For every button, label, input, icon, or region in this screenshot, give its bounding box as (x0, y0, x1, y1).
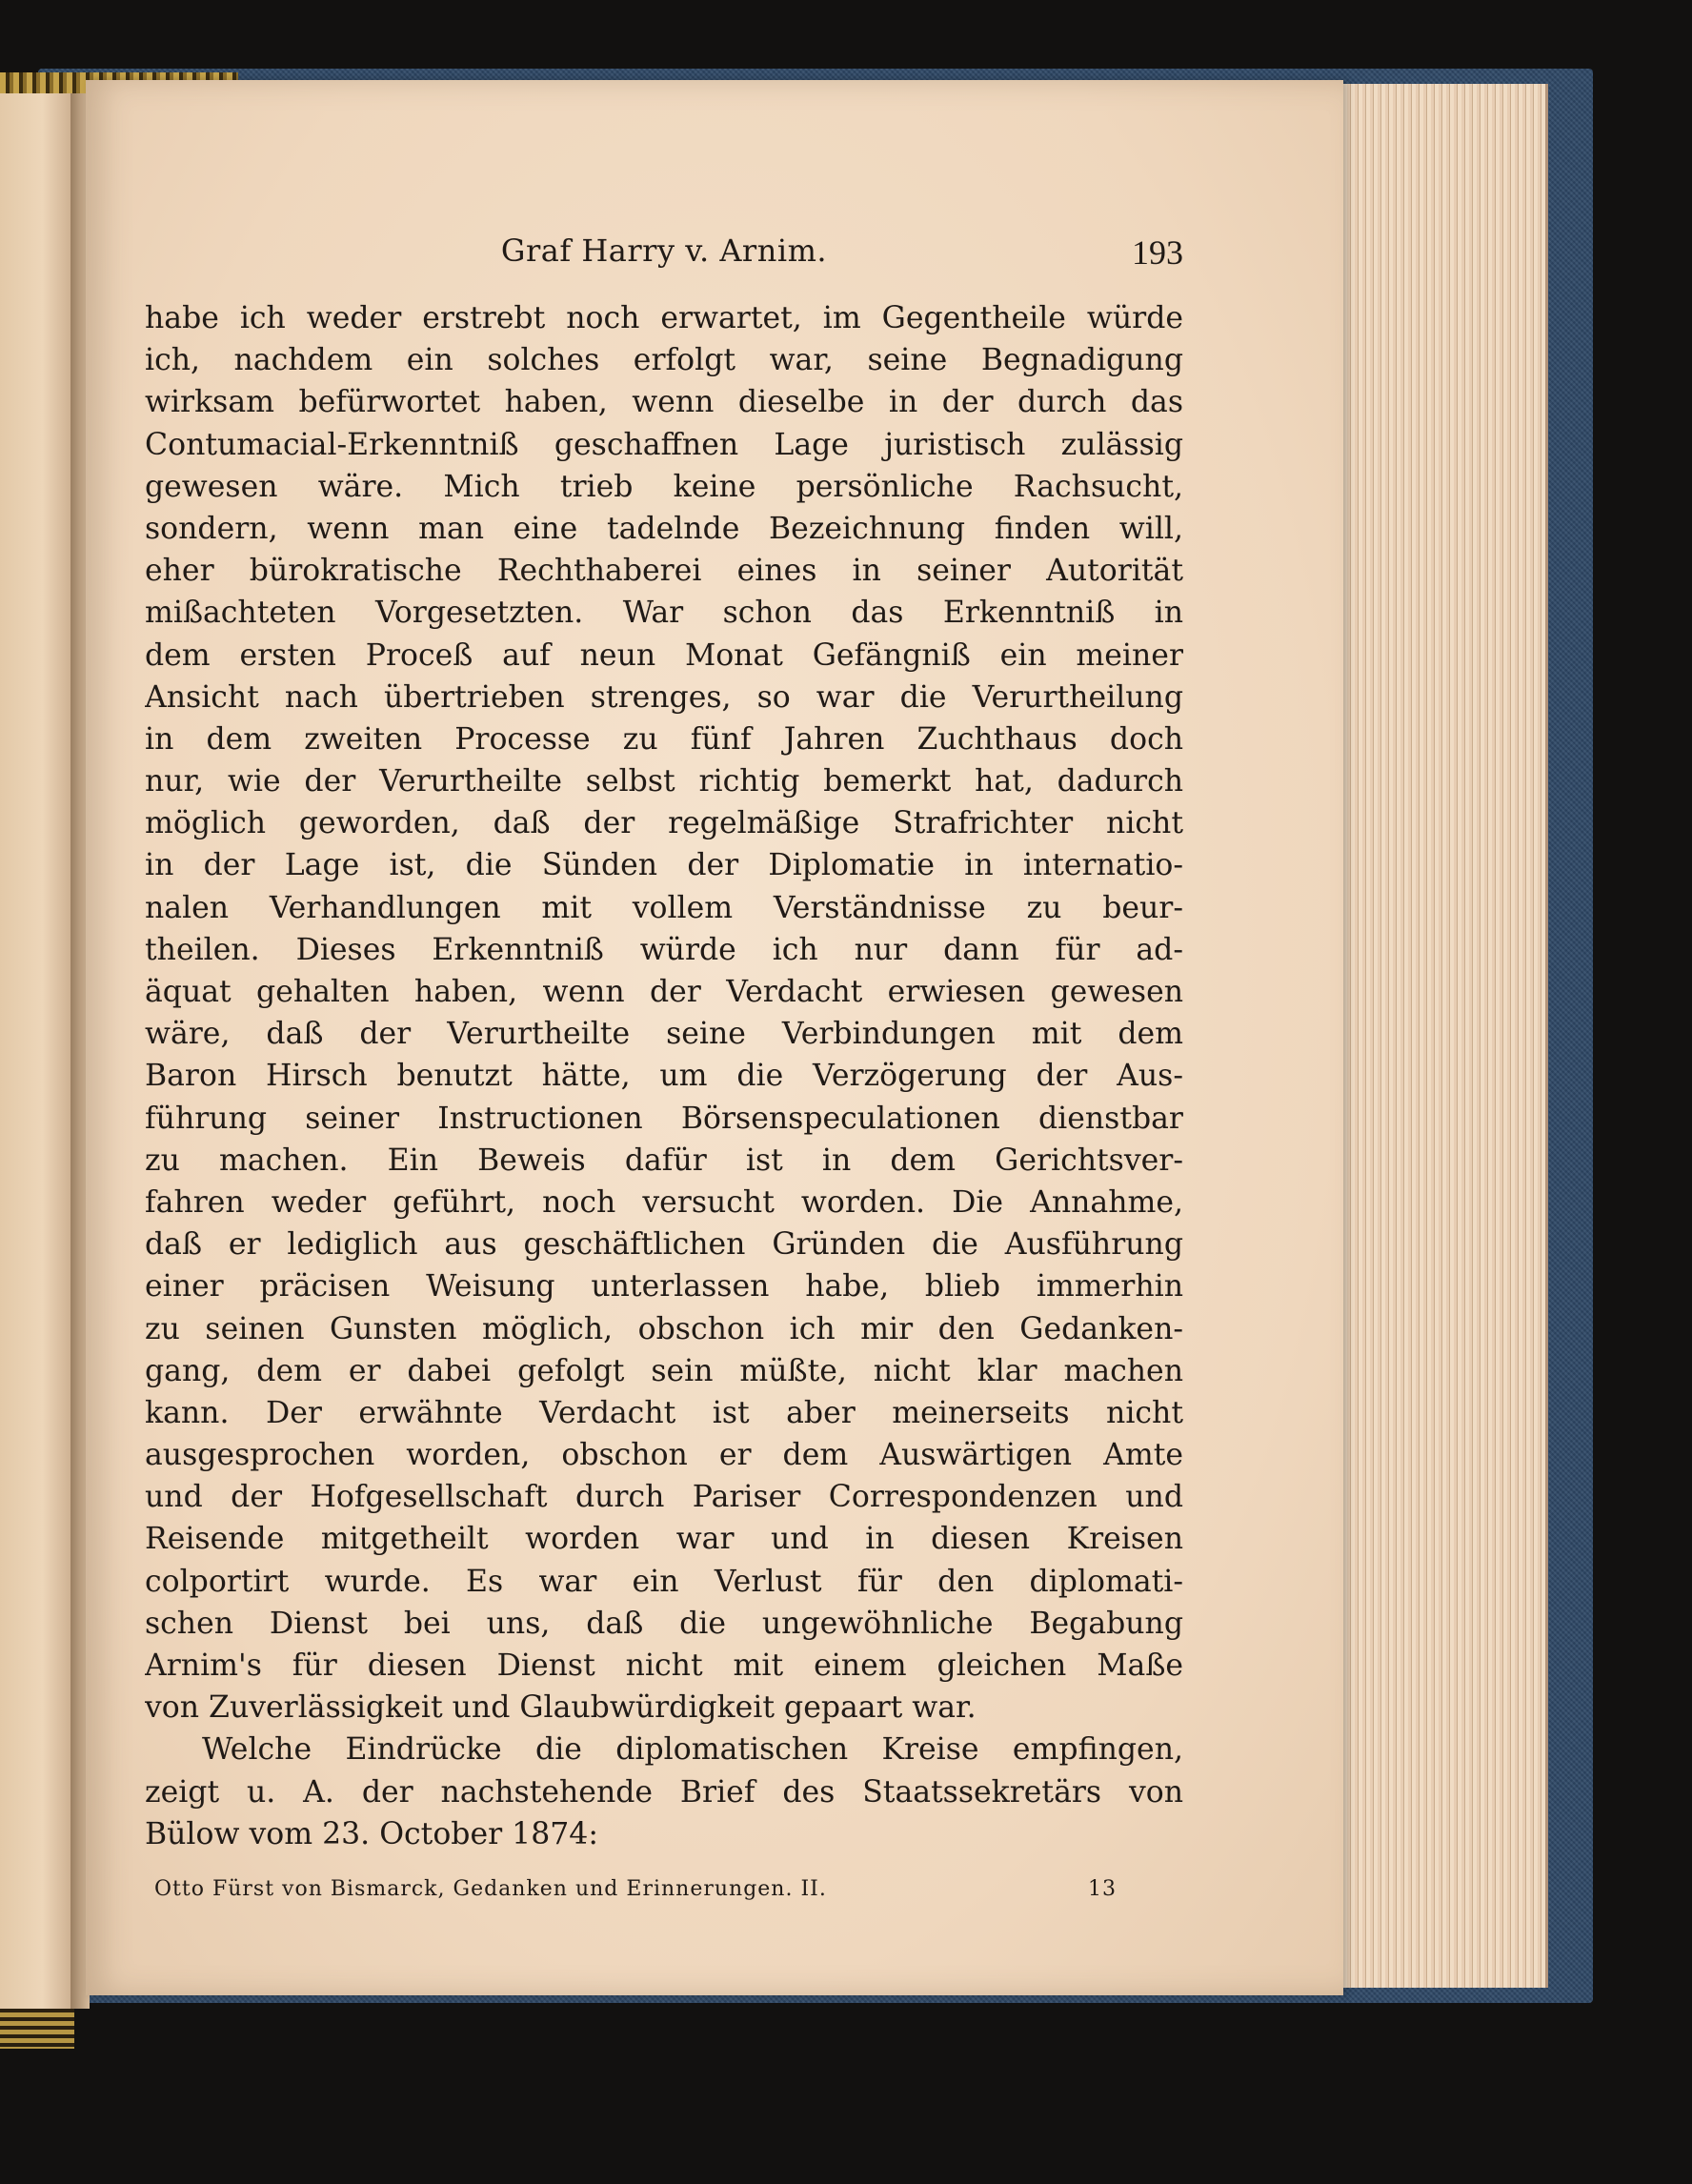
text-line: ich, nachdem ein solches erfolgt war, seine Begnadigung (145, 343, 1183, 378)
text-line: sondern, wenn man eine tadelnde Bezeichnung finden will, (145, 511, 1183, 546)
text-line: einer präcisen Weisung unterlassen habe, blieb immerhin (145, 1269, 1183, 1304)
text-line: nur, wie der Verurtheilte selbst richtig bemerkt hat, dadurch (145, 764, 1183, 799)
body-text (145, 297, 1183, 1855)
facing-page-edge (0, 93, 70, 2009)
text-line: gewesen wäre. Mich trieb keine persönliche Rachsucht, (145, 469, 1183, 504)
text-block (145, 233, 1183, 1911)
text-line: fahren weder geführt, noch versucht worden. Die Annahme, (145, 1184, 1183, 1220)
book-page (86, 80, 1343, 1995)
printer-signature-line (145, 1869, 1183, 1911)
printer-signature: Otto Fürst von Bismarck, Gedanken und Erinnerungen. II. (154, 1876, 827, 1901)
text-line: zu machen. Ein Beweis dafür ist in dem Gerichtsver- (145, 1143, 1183, 1178)
page-number: 193 (1132, 233, 1183, 272)
text-line: kann. Der erwähnte Verdacht ist aber meinerseits nicht (145, 1395, 1183, 1430)
text-line: Baron Hirsch benutzt hätte, um die Verzögerung der Aus- (145, 1059, 1183, 1094)
signature-number: 13 (1088, 1876, 1117, 1901)
text-line: theilen. Dieses Erkenntniß würde ich nur dann für ad- (145, 932, 1183, 967)
text-line: colportirt wurde. Es war ein Verlust für den diplomati- (145, 1564, 1183, 1599)
text-line: zu seinen Gunsten möglich, obschon ich mir den Gedanken- (145, 1311, 1183, 1346)
text-line: von Zuverlässigkeit und Glaubwürdigkeit gepaart war. (145, 1690, 977, 1726)
text-line: habe ich weder erstrebt noch erwartet, im Gegentheile würde (145, 301, 1183, 335)
text-line: in der Lage ist, die Sünden der Diplomatie in internatio- (145, 848, 1183, 883)
text-line: und der Hofgesellschaft durch Pariser Correspondenzen und (145, 1480, 1183, 1515)
text-line: möglich geworden, daß der regelmäßige Strafrichter nicht (145, 806, 1183, 841)
text-line: äquat gehalten haben, wenn der Verdacht erwiesen gewesen (145, 975, 1183, 1009)
text-line: Bülow vom 23. October 1874: (145, 1816, 598, 1851)
text-line: wirksam befürwortet haben, wenn dieselbe in der durch das (145, 385, 1183, 420)
text-line: mißachteten Vorgesetzten. War schon das Erkenntniß in (145, 596, 1183, 631)
running-head (145, 233, 1183, 290)
text-line: zeigt u. A. der nachstehende Brief des Staatssekretärs von (145, 1774, 1183, 1810)
text-line: nalen Verhandlungen mit vollem Verständnisse zu beur- (145, 890, 1183, 925)
text-line: gang, dem er dabei gefolgt sein müßte, nicht klar machen (145, 1353, 1183, 1388)
text-line: Reisende mitgetheilt worden war und in diesen Kreisen (145, 1522, 1183, 1557)
text-line: ausgesprochen worden, obschon er dem Auswärtigen Amte (145, 1438, 1183, 1473)
text-line: schen Dienst bei uns, daß die ungewöhnliche Begabung (145, 1606, 1183, 1641)
running-title: Graf Harry v. Arnim. (500, 233, 828, 269)
text-line: dem ersten Proceß auf neun Monat Gefängniß ein meiner (145, 637, 1183, 673)
text-line: wäre, daß der Verurtheilte seine Verbindungen mit dem (145, 1017, 1183, 1052)
text-line: führung seiner Instructionen Börsenspeculationen dienstbar (145, 1101, 1183, 1136)
text-line: daß er lediglich aus geschäftlichen Gründen die Ausführung (145, 1227, 1183, 1263)
text-line: in dem zweiten Processe zu fünf Jahren Zuchthaus doch (145, 721, 1183, 757)
text-line: Contumacial-Erkenntniß geschaffnen Lage juristisch zulässig (145, 427, 1183, 462)
text-line: Ansicht nach übertrieben strenges, so war die Verurtheilung (145, 679, 1183, 715)
page-block-edge (1324, 84, 1548, 1988)
text-line: Arnim's für diesen Dienst nicht mit einem gleichen Maße (145, 1648, 1183, 1683)
text-line: eher bürokratische Rechthaberei eines in seiner Autorität (145, 554, 1183, 589)
text-line: Welche Eindrücke die diplomatischen Kreise empfingen, (202, 1732, 1183, 1768)
